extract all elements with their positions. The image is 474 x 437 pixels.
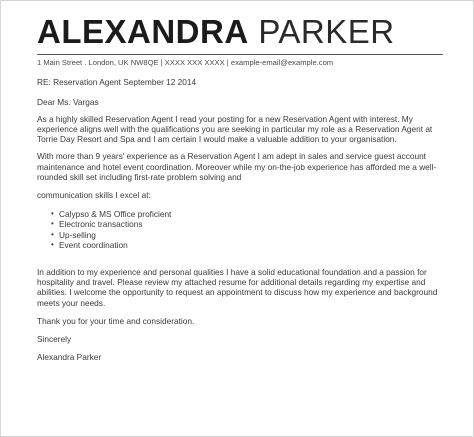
salutation: Dear Ms. Vargas — [37, 97, 99, 108]
bullet-icon: • — [51, 208, 54, 218]
bullet-icon: • — [51, 229, 54, 239]
header-divider — [37, 54, 443, 55]
paragraph-experience: With more than 9 years' experience as a Reservation Agent I am adept in sales and service guest account maintenance and hotel event coordination. Moreover while my on-the-job experience has afforded me a well-rounded skill set including first-rate problem solving and — [37, 151, 437, 183]
list-item: • Calypso & MS Office proficient — [51, 208, 172, 219]
closing: Sincerely — [37, 334, 72, 345]
subject-line: RE: Reservation Agent September 12 2014 — [37, 77, 197, 87]
applicant-name — [37, 15, 395, 48]
letter-body — [37, 77, 443, 363]
list-item: • Event coordination — [51, 240, 128, 251]
list-item: • Up-selling — [51, 229, 96, 240]
bullet-icon: • — [51, 240, 54, 250]
bullet-icon: • — [51, 219, 54, 229]
paragraph-intro: As a highly skilled Reservation Agent I read your posting for a new Reservation Agent with interest. My experience aligns well with the qualifications you are seeking in particular my role as a Reservation Agent at Torrie Day Resort and Spa and I am certain I would make a valuable addition to your organisation. — [37, 113, 433, 145]
first-name: ALEXANDRA — [37, 13, 249, 50]
contact-info: 1 Main Street . London, UK NW8QE | XXXX XXX XXXX | example-email@example.com — [37, 58, 334, 67]
list-item: • Electronic transactions — [51, 219, 143, 230]
skills-list — [37, 209, 443, 251]
paragraph-skills-intro: communication skills I excel at: — [37, 190, 151, 201]
last-name: PARKER — [258, 13, 395, 50]
paragraph-education: In addition to my experience and personal qualities I have a solid educational foundation and a passion for hospitality and travel. Please review my attached resume for additional details regarding my expertise and abilities. I welcome the opportunity to request an appointment to discuss how my experience and background meets your needs. — [37, 266, 438, 308]
thanks-line: Thank you for your time and consideration. — [37, 315, 195, 326]
signature-name: Alexandra Parker — [37, 352, 102, 363]
